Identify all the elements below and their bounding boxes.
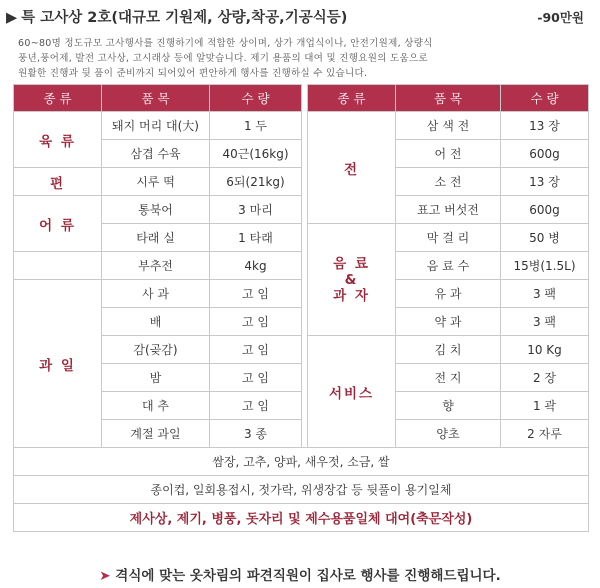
description [18,36,590,81]
table-footer-row [14,448,589,476]
description-line: 원활한 진행과 뒷 품이 준비까지 되어있어 편안하게 행사를 진행하실 수 있습니다. [18,68,368,79]
item-qty: 고 임 [210,308,302,336]
arrow-icon: ➤ [99,568,111,584]
item-name: 감(곶감) [102,336,210,364]
item-name: 배 [102,308,210,336]
header-item: 품 목 [396,85,501,112]
item-name: 향 [396,392,501,420]
category-service: 서비스 [308,336,396,448]
item-qty: 6되(21kg) [210,168,302,196]
table-row [14,252,589,280]
item-name: 밤 [102,364,210,392]
page-title [6,6,347,27]
category-meat: 육 류 [14,112,102,168]
category-snacks-line: 과 자 [333,287,370,304]
table-row [14,168,589,196]
item-name: 막 걸 리 [396,224,501,252]
price-label: -90만원 [537,10,584,25]
footer-note-text: 격식에 맞는 옷차림의 파견직원이 집사로 행사를 진행해드립니다. [115,568,501,584]
item-name: 타래 실 [102,224,210,252]
category-fish: 어 류 [14,196,102,252]
item-name: 양초 [396,420,501,448]
item-name: 전 지 [396,364,501,392]
table-row [14,112,589,140]
item-qty: 600g [501,196,589,224]
rental-items: 제사상, 제기, 병풍, 돗자리 및 제수용품일체 대여(축문작성) [14,504,589,532]
triangle-marker-icon: ▶ [6,10,18,26]
table-header-row [14,85,589,112]
item-qty: 13 장 [501,112,589,140]
item-name: 시루 떡 [102,168,210,196]
item-name: 음 료 수 [396,252,501,280]
item-qty: 3 팩 [501,308,589,336]
header-category: 종 류 [308,85,396,112]
category-ampersand: & [344,271,359,288]
category-fruit: 과 일 [14,280,102,448]
item-name: 어 전 [396,140,501,168]
item-qty: 50 병 [501,224,589,252]
item-name: 계절 과일 [102,420,210,448]
table-footer-row [14,504,589,532]
item-name: 부추전 [102,252,210,280]
header-qty: 수 량 [210,85,302,112]
included-utensils: 종이컵, 일회용접시, 젓가락, 위생장갑 등 뒷풀이 용기일체 [14,476,589,504]
item-qty: 4kg [210,252,302,280]
category-rice-cake: 편 [14,168,102,196]
table-row [14,280,589,308]
item-name: 사 과 [102,280,210,308]
category-empty [14,252,102,280]
item-qty: 10 Kg [501,336,589,364]
description-line: 60~80명 정도규모 고사행사를 진행하기에 적합한 상이며, 상가 개업식이나, 안전기원제, 상량식 [18,38,433,49]
item-name: 유 과 [396,280,501,308]
item-qty: 600g [501,140,589,168]
item-qty: 2 장 [501,364,589,392]
item-qty: 1 곽 [501,392,589,420]
item-qty: 3 마리 [210,196,302,224]
item-name: 김 치 [396,336,501,364]
title-text: 특 고사상 2호(대규모 기원제, 상량,착공,기공식등) [21,10,348,26]
item-name: 약 과 [396,308,501,336]
item-qty: 2 자루 [501,420,589,448]
item-qty: 1 타래 [210,224,302,252]
item-qty: 3 팩 [501,280,589,308]
item-qty: 15병(1.5L) [501,252,589,280]
footer-note [0,564,600,584]
item-name: 표고 버섯전 [396,196,501,224]
title-row [6,4,594,28]
item-qty: 고 임 [210,392,302,420]
item-name: 대 추 [102,392,210,420]
item-qty: 13 장 [501,168,589,196]
item-qty: 고 임 [210,364,302,392]
category-drinks-line: 음 료 [333,255,370,272]
menu-table [13,84,589,532]
header-qty: 수 량 [501,85,589,112]
table-row [14,196,589,224]
category-drinks-snacks [308,224,396,336]
item-name: 삼 색 전 [396,112,501,140]
description-line: 풍년,풍어제, 발전 고사상, 고시래상 등에 알맞습니다. 제기 용품의 대여 및 진행요원의 도움으로 [18,53,428,64]
item-qty: 40근(16kg) [210,140,302,168]
item-qty: 고 임 [210,336,302,364]
included-condiments: 쌈장, 고추, 양파, 새우젓, 소금, 쌀 [14,448,589,476]
category-jeon: 전 [308,112,396,224]
item-qty: 고 임 [210,280,302,308]
item-qty: 3 종 [210,420,302,448]
table-footer-row [14,476,589,504]
item-name: 소 전 [396,168,501,196]
item-name: 삼겹 수육 [102,140,210,168]
item-name: 돼지 머리 대(大) [102,112,210,140]
item-name: 통북어 [102,196,210,224]
header-item: 품 목 [102,85,210,112]
header-category: 종 류 [14,85,102,112]
item-qty: 1 두 [210,112,302,140]
